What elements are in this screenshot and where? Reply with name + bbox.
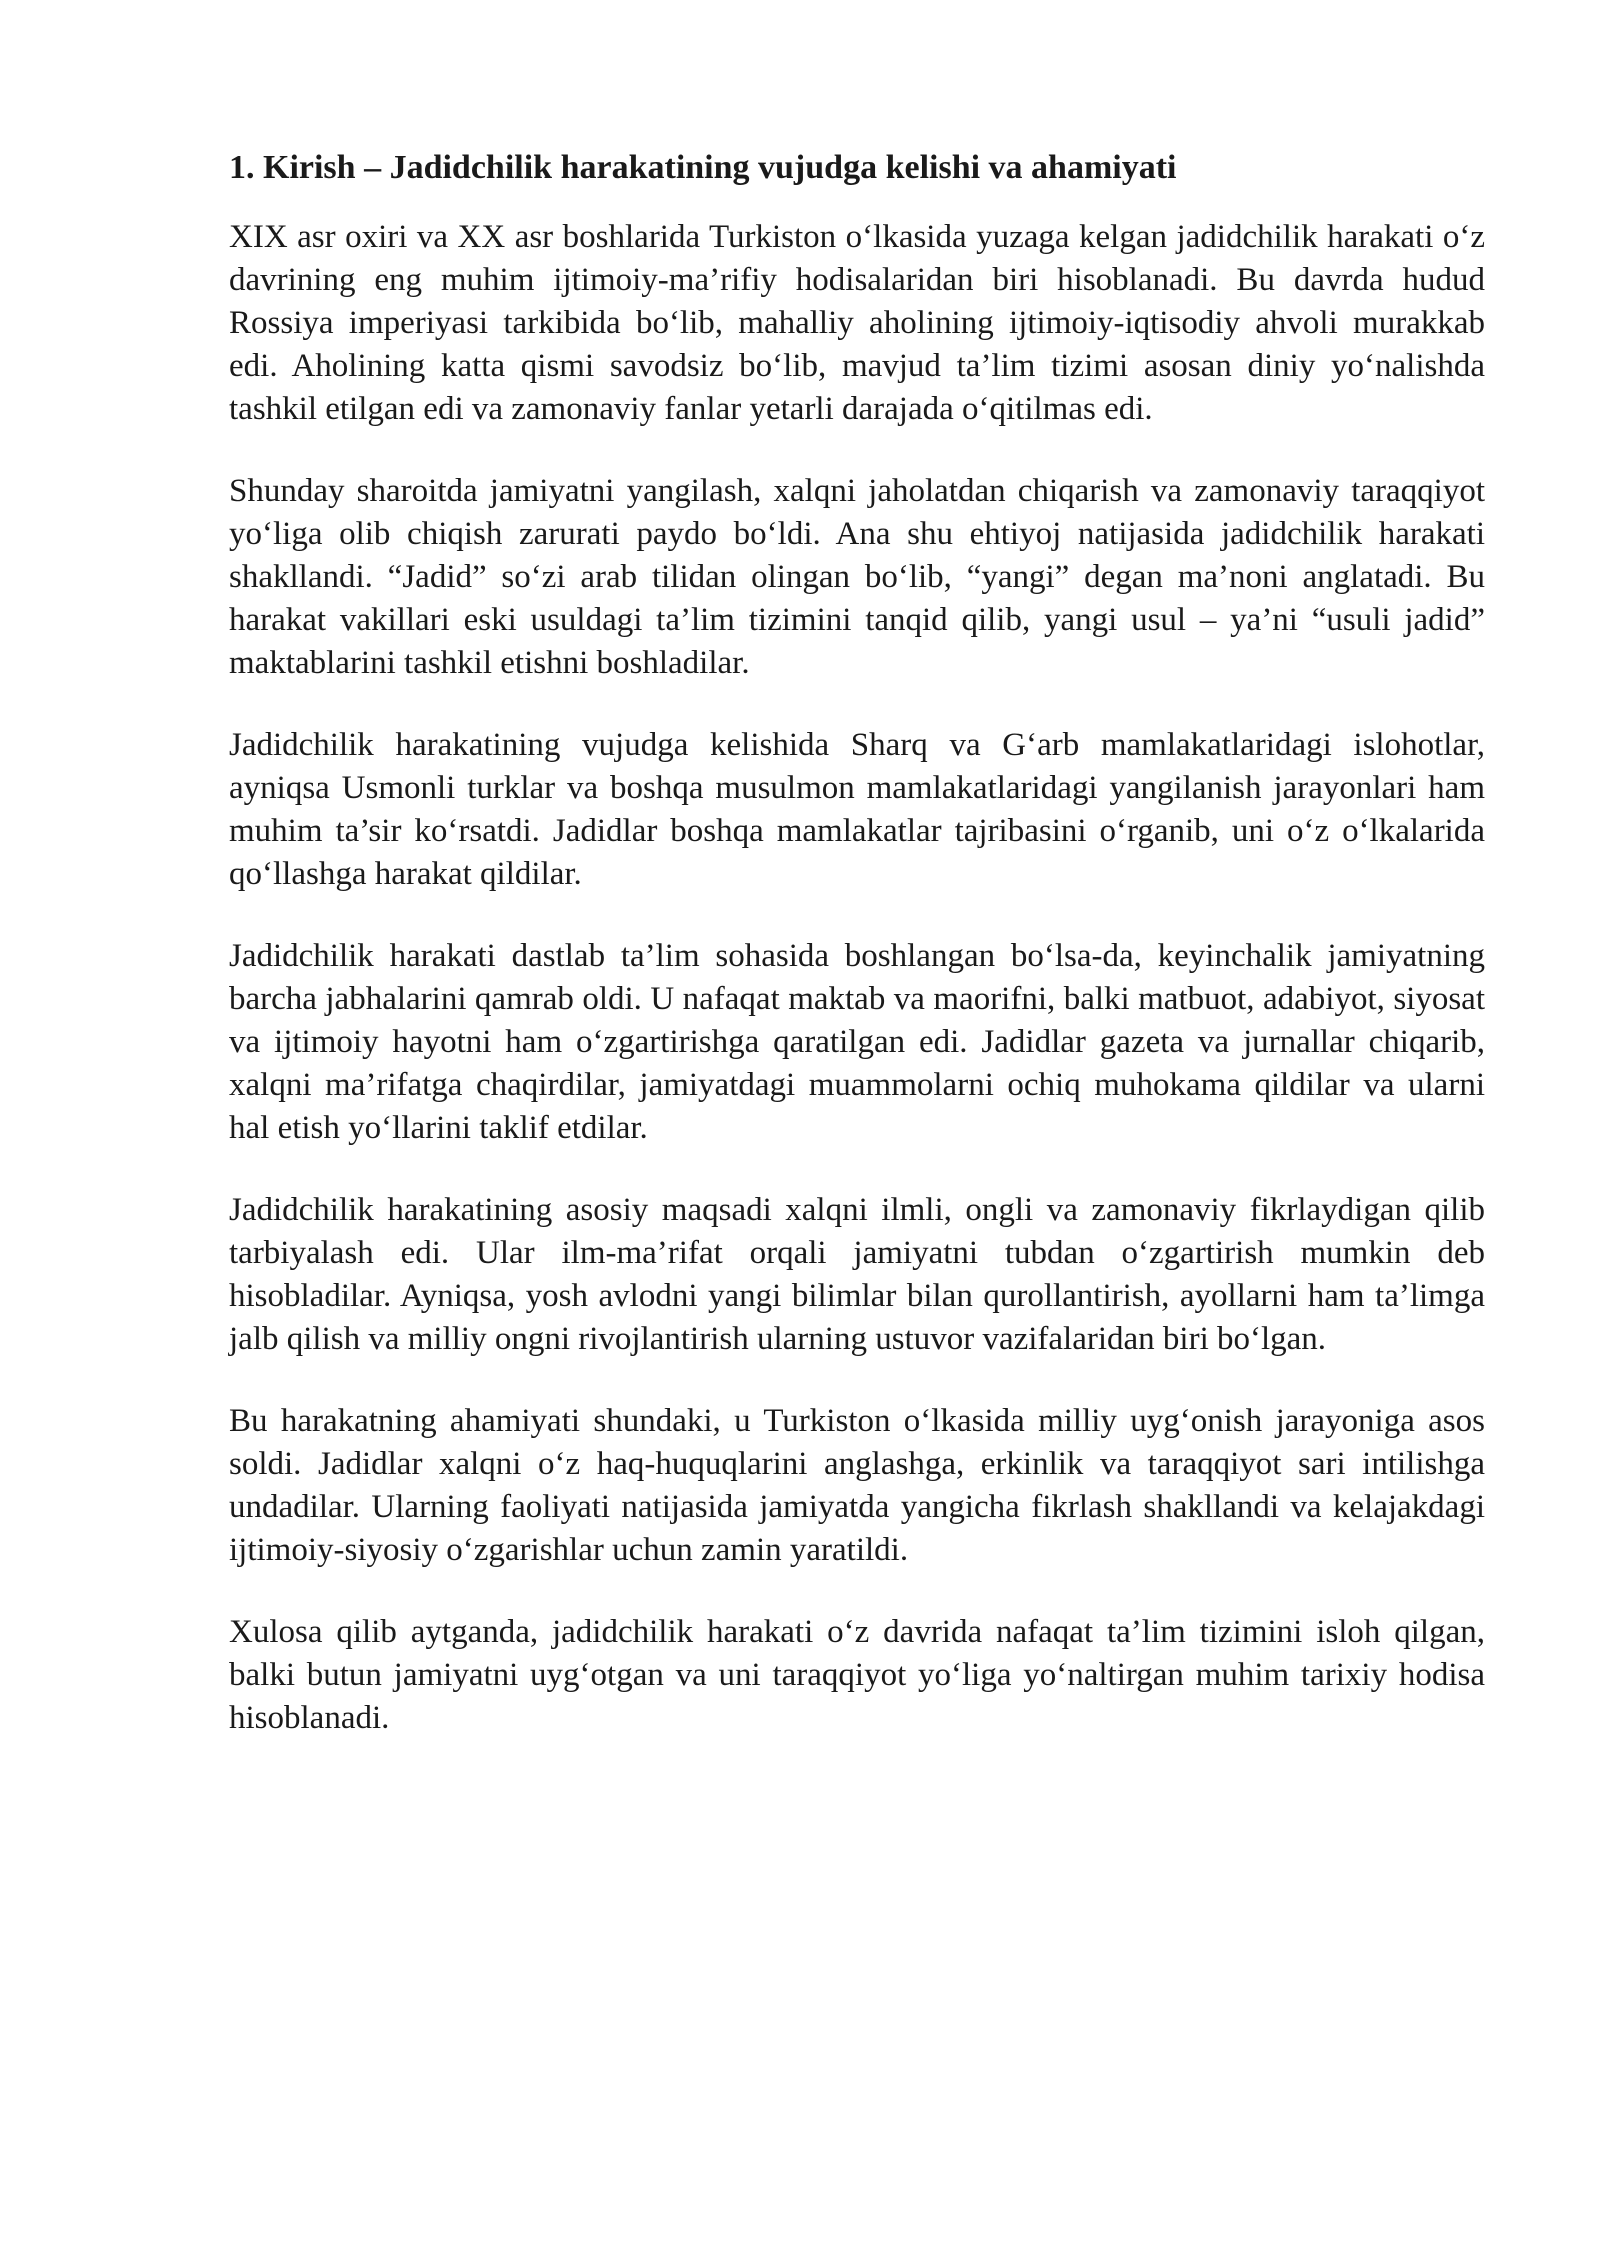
paragraph-4: Jadidchilik harakati dastlab ta’lim sohasida boshlangan bo‘lsa-da, keyinchalik jamiyatning barcha jabhalarini qamrab oldi. U nafaqat maktab va maorifni, balki matbuot, adabiyot, siyosat va ijtimoiy hayotni ham o‘zgartirishga qaratilgan edi. Jadidlar gazeta va jurnallar chiqarib, xalqni ma’rifatga chaqirdilar, jamiyatdagi muammolarni ochiq muhokama qildilar va ularni hal etish yo‘llarini taklif etdilar. [229,938,1485,1146]
paragraph-7: Xulosa qilib aytganda, jadidchilik harakati o‘z davrida nafaqat ta’lim tizimini isloh qilgan, balki butun jamiyatni uyg‘otgan va uni taraqqiyot yo‘liga yo‘naltirgan muhim tarixiy hodisa hisoblanadi. [229,1614,1485,1736]
paragraph-5: Jadidchilik harakatining asosiy maqsadi xalqni ilmli, ongli va zamonaviy fikrlaydigan qilib tarbiyalash edi. Ular ilm-ma’rifat orqali jamiyatni tubdan o‘zgartirish mumkin deb hisobladilar. Ayniqsa, yosh avlodni yangi bilimlar bilan qurollantirish, ayollarni ham ta’limga jalb qilish va milliy ongni rivojlantirish ularning ustuvor vazifalaridan biri bo‘lgan. [229,1192,1485,1357]
paragraph-2: Shunday sharoitda jamiyatni yangilash, xalqni jaholatdan chiqarish va zamonaviy taraqqiyot yo‘liga olib chiqish zarurati paydo bo‘ldi. Ana shu ehtiyoj natijasida jadidchilik harakati shakllandi. “Jadid” so‘zi arab tilidan olingan bo‘lib, “yangi” degan ma’noni anglatadi. Bu harakat vakillari eski usuldagi ta’lim tizimini tanqid qilib, yangi usul – ya’ni “usuli jadid” maktablarini tashkil etishni boshladilar. [229,473,1485,681]
section-heading: 1. Kirish – Jadidchilik harakatining vujudga kelishi va ahamiyati [229,149,1177,186]
paragraph-6: Bu harakatning ahamiyati shundaki, u Turkiston o‘lkasida milliy uyg‘onish jarayoniga asos soldi. Jadidlar xalqni o‘z haq-huquqlarini anglashga, erkinlik va taraqqiyot sari intilishga undadilar. Ularning faoliyati natijasida jamiyatda yangicha fikrlash shakllandi va kelajakdagi ijtimoiy-siyosiy o‘zgarishlar uchun zamin yaratildi. [229,1403,1485,1568]
paragraph-1: XIX asr oxiri va XX asr boshlarida Turkiston o‘lkasida yuzaga kelgan jadidchilik harakati o‘z davrining eng muhim ijtimoiy-ma’rifiy hodisalaridan biri hisoblanadi. Bu davrda hudud Rossiya imperiyasi tarkibida bo‘lib, mahalliy aholining ijtimoiy-iqtisodiy ahvoli murakkab edi. Aholining katta qismi savodsiz bo‘lib, mavjud ta’lim tizimi asosan diniy yo‘nalishda tashkil etilgan edi va zamonaviy fanlar yetarli darajada o‘qitilmas edi. [229,219,1485,427]
paragraph-3: Jadidchilik harakatining vujudga kelishida Sharq va G‘arb mamlakatlaridagi islohotlar, ayniqsa Usmonli turklar va boshqa musulmon mamlakatlaridagi yangilanish jarayonlari ham muhim ta’sir ko‘rsatdi. Jadidlar boshqa mamlakatlar tajribasini o‘rganib, uni o‘z o‘lkalarida qo‘llashga harakat qildilar. [229,727,1485,892]
document-body [229,146,1485,1779]
